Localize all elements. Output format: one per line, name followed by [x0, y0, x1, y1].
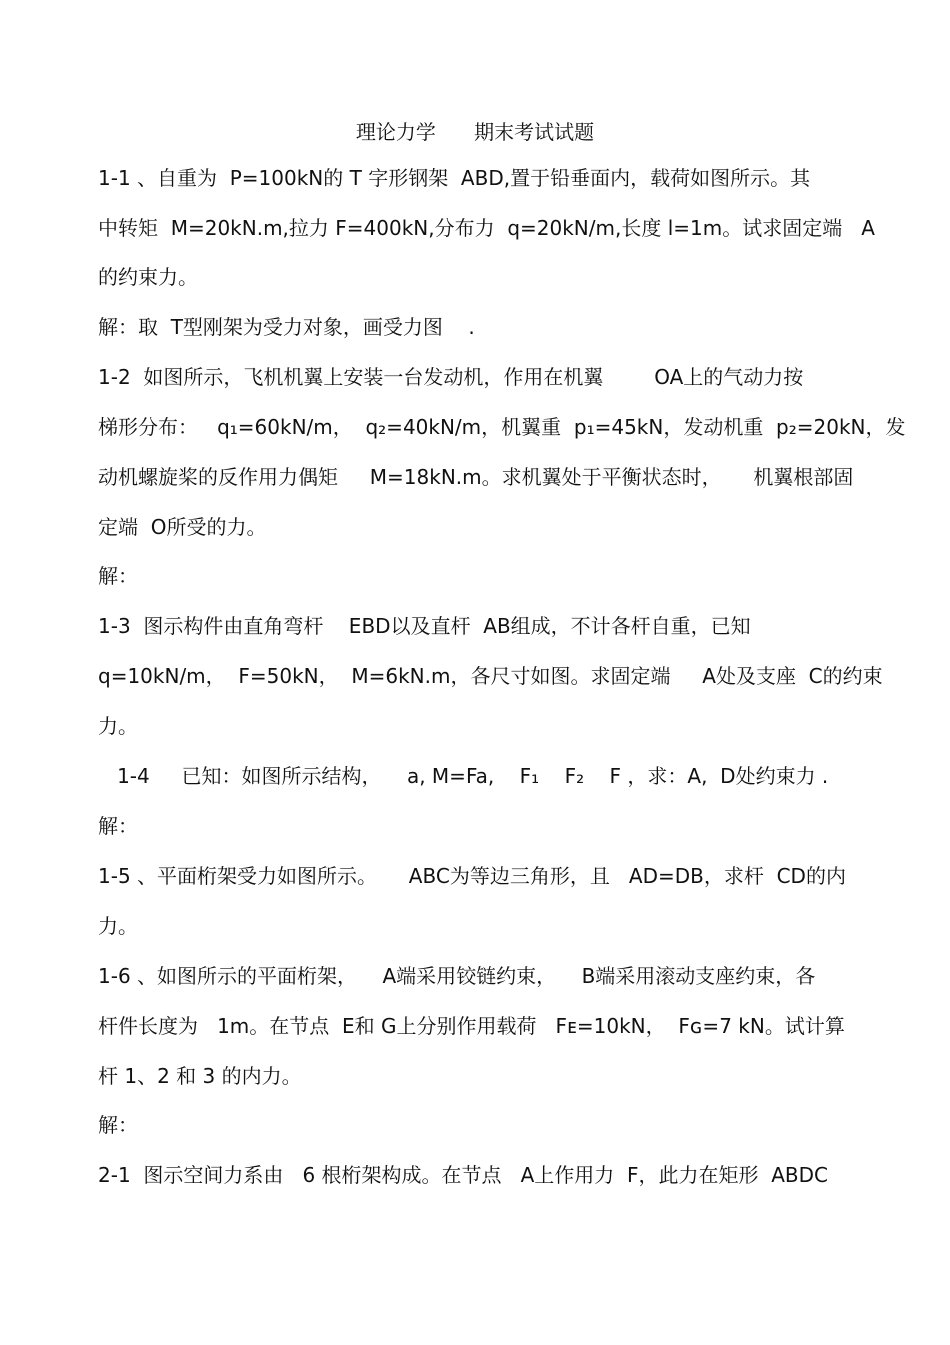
- solution-1-1: 解：取 T型刚架为受力对象，画受力图 .: [98, 315, 475, 339]
- solution-1-6: 解：: [98, 1113, 138, 1137]
- problem-1-4-line-1: 1-4 已知：如图所示结构， a, M=Fa, F₁ F₂ F ，求：A, D处约束力 .: [98, 764, 829, 788]
- solution-1-4: 解：: [98, 814, 138, 838]
- problem-1-5-line-2: 力。: [98, 914, 138, 938]
- problem-1-1-line-3: 的约束力。: [98, 265, 198, 289]
- page-title: 理论力学 期末考试试题: [355, 120, 595, 144]
- solution-1-2: 解：: [98, 564, 138, 588]
- problem-1-1-line-2: 中转矩 M=20kN.m,拉力 F=400kN,分布力 q=20kN/m,长度 l=1m。试求固定端 A: [98, 216, 875, 240]
- problem-1-3-line-2: q=10kN/m， F=50kN， M=6kN.m，各尺寸如图。求固定端 A处及支座 C的约束: [98, 664, 883, 688]
- problem-2-1-line-1: 2-1 图示空间力系由 6 根桁架构成。在节点 A上作用力 F，此力在矩形 ABDC: [98, 1163, 828, 1187]
- problem-1-6-line-3: 杆 1、2 和 3 的内力。: [98, 1064, 302, 1088]
- problem-1-2-line-2: 梯形分布： q₁=60kN/m， q₂=40kN/m，机翼重 p₁=45kN，发动机重 p₂=20kN，发: [98, 415, 906, 439]
- problem-1-3-line-1: 1-3 图示构件由直角弯杆 EBD以及直杆 AB组成，不计各杆自重，已知: [98, 614, 751, 638]
- problem-1-6-line-1: 1-6 、如图所示的平面桁架， A端采用铰链约束， B端采用滚动支座约束，各: [98, 964, 816, 988]
- problem-1-5-line-1: 1-5 、平面桁架受力如图所示。 ABC为等边三角形，且 AD=DB，求杆 CD的内: [98, 864, 846, 888]
- problem-1-2-line-3: 动机螺旋桨的反作用力偶矩 M=18kN.m。求机翼处于平衡状态时， 机翼根部固: [98, 465, 854, 489]
- problem-1-3-line-3: 力。: [98, 714, 138, 738]
- problem-1-1-line-1: 1-1 、自重为 P=100kN的 T 字形钢架 ABD,置于铅垂面内，载荷如图所示。其: [98, 166, 811, 190]
- problem-1-2-line-4: 定端 O所受的力。: [98, 515, 267, 539]
- problem-1-6-line-2: 杆件长度为 1m。在节点 E和 G上分别作用载荷 Fᴇ=10kN， Fɢ=7 kN。试计算: [98, 1014, 845, 1038]
- problem-1-2-line-1: 1-2 如图所示，飞机机翼上安装一台发动机，作用在机翼 OA上的气动力按: [98, 365, 804, 389]
